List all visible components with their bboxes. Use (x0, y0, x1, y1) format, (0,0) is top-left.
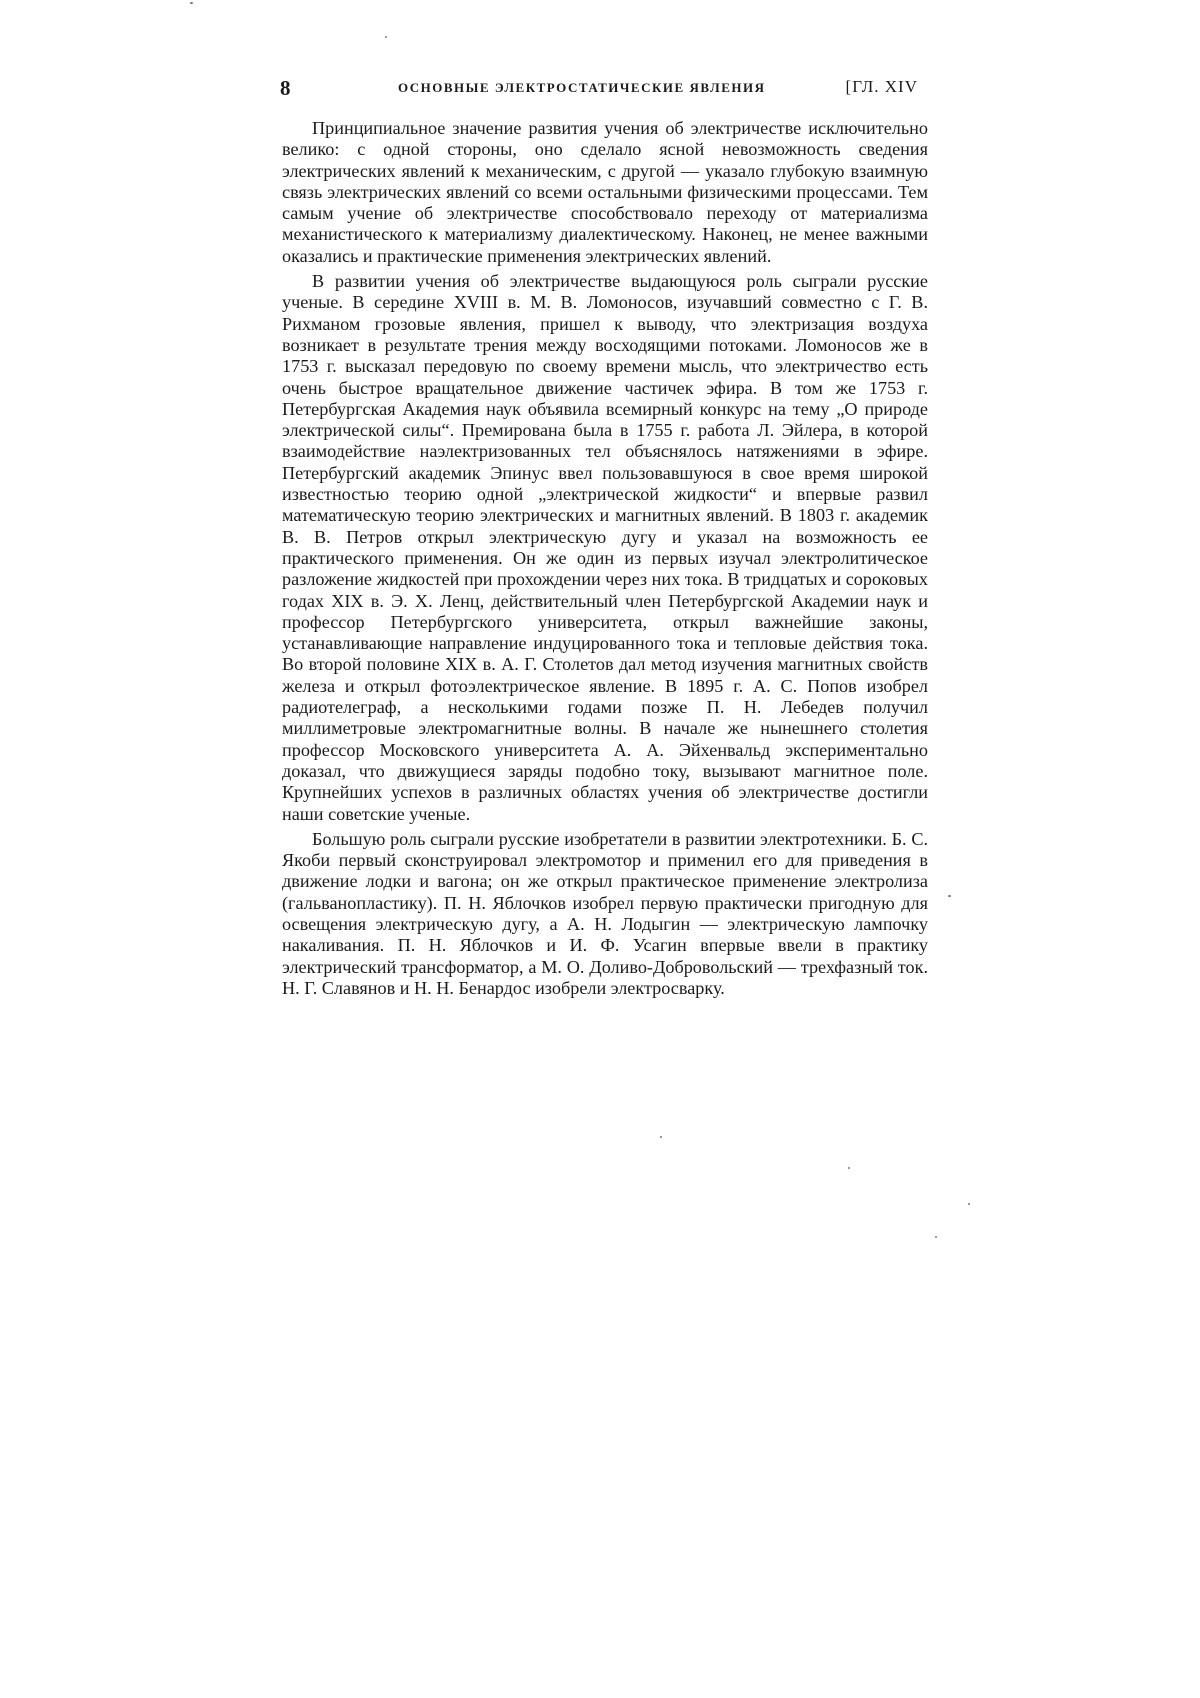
body-text (282, 118, 928, 1003)
page-number: 8 (280, 76, 291, 100)
paragraph-russian-scientists: В развитии учения об электричестве выдающуюся роль сыграли русские ученые. В середине XVIII в. М. В. Ломоносов, изучавший совместно с Г. В. Рихманом грозовые явления, пришел к выводу, что электризация воздуха возникает в результате трения между восходящими потоками. Ломоносов же в 1753 г. высказал передовую по своему времени мысль, что электричество есть очень быстрое вращательное движение частичек эфира. В том же 1753 г. Петербургская Академия наук объявила всемирный конкурс на тему „О природе электрической силы“. Премирована была в 1755 г. работа Л. Эйлера, в которой взаимодействие наэлектризованных тел объяснялось натяжениями в эфире. Петербургский академик Эпинус ввел пользовавшуюся в свое время широкой известностью теорию одной „электрической жидкости“ и впервые развил математическую теорию электрических и магнитных явлений. В 1803 г. академик В. В. Петров открыл электрическую дугу и указал на возможность ее практического применения. Он же один из первых изучал электролитическое разложение жидкостей при прохождении через них тока. В тридцатых и сороковых годах XIX в. Э. X. Ленц, действительный член Петербургской Академии наук и профессор Петербургского университета, открыл важнейшие законы, устанавливающие направление индуцированного тока и тепловые действия тока. Во второй половине XIX в. А. Г. Столетов дал метод изучения магнитных свойств железа и открыл фотоэлектрическое явление. В 1895 г. А. С. Попов изобрел радиотелеграф, а несколькими годами позже П. Н. Лебедев получил миллиметровые электромагнитные волны. В начале же нынешнего столетия профессор Московского университета А. А. Эйхенвальд экспериментально доказал, что движущиеся заряды подобно току, вызывают магнитное поле. Крупнейших успехов в различных областях учения об электричестве достигли наши советские ученые. (282, 271, 928, 824)
scan-speck (968, 1203, 970, 1205)
paragraph-significance: Принципиальное значение развития учения об электричестве исключительно велико: с одной стороны, оно сделало ясной невозможность сведения электрических явлений к механическим, с другой — указало глубокую взаимную связь электрических явлений со всеми остальными физическими процессами. Тем самым учение об электричестве способствовало переходу от материализма механистического к материализму диалектическому. Наконец, не менее важными оказались и практические применения электрических явлений. (282, 118, 928, 266)
scan-speck (935, 1236, 937, 1238)
scan-speck (385, 36, 387, 38)
running-head (280, 76, 930, 104)
scan-speck (848, 1167, 850, 1169)
scan-speck (190, 2, 193, 4)
chapter-reference: [ГЛ. XIV (845, 77, 918, 96)
scan-speck (660, 1136, 662, 1138)
paragraph-russian-inventors: Большую роль сыграли русские изобретатели в развитии электротехники. Б. С. Якоби первый сконструировал электромотор и применил его для приведения в движение лодки и вагона; он же открыл практическое применение электролиза (гальванопластику). П. Н. Яблочков изобрел первую практически пригодную для освещения электрическую дугу, а А. Н. Лодыгин — электрическую лампочку накаливания. П. Н. Яблочков и И. Ф. Усагин впервые ввели в практику электрический трансформатор, а М. О. Доливо-Добровольский — трехфазный ток. Н. Г. Славянов и Н. Н. Бенардос изобрели электросварку. (282, 828, 928, 998)
scan-speck (948, 895, 951, 897)
running-title: ОСНОВНЫЕ ЭЛЕКТРОСТАТИЧЕСКИЕ ЯВЛЕНИЯ (398, 80, 766, 95)
